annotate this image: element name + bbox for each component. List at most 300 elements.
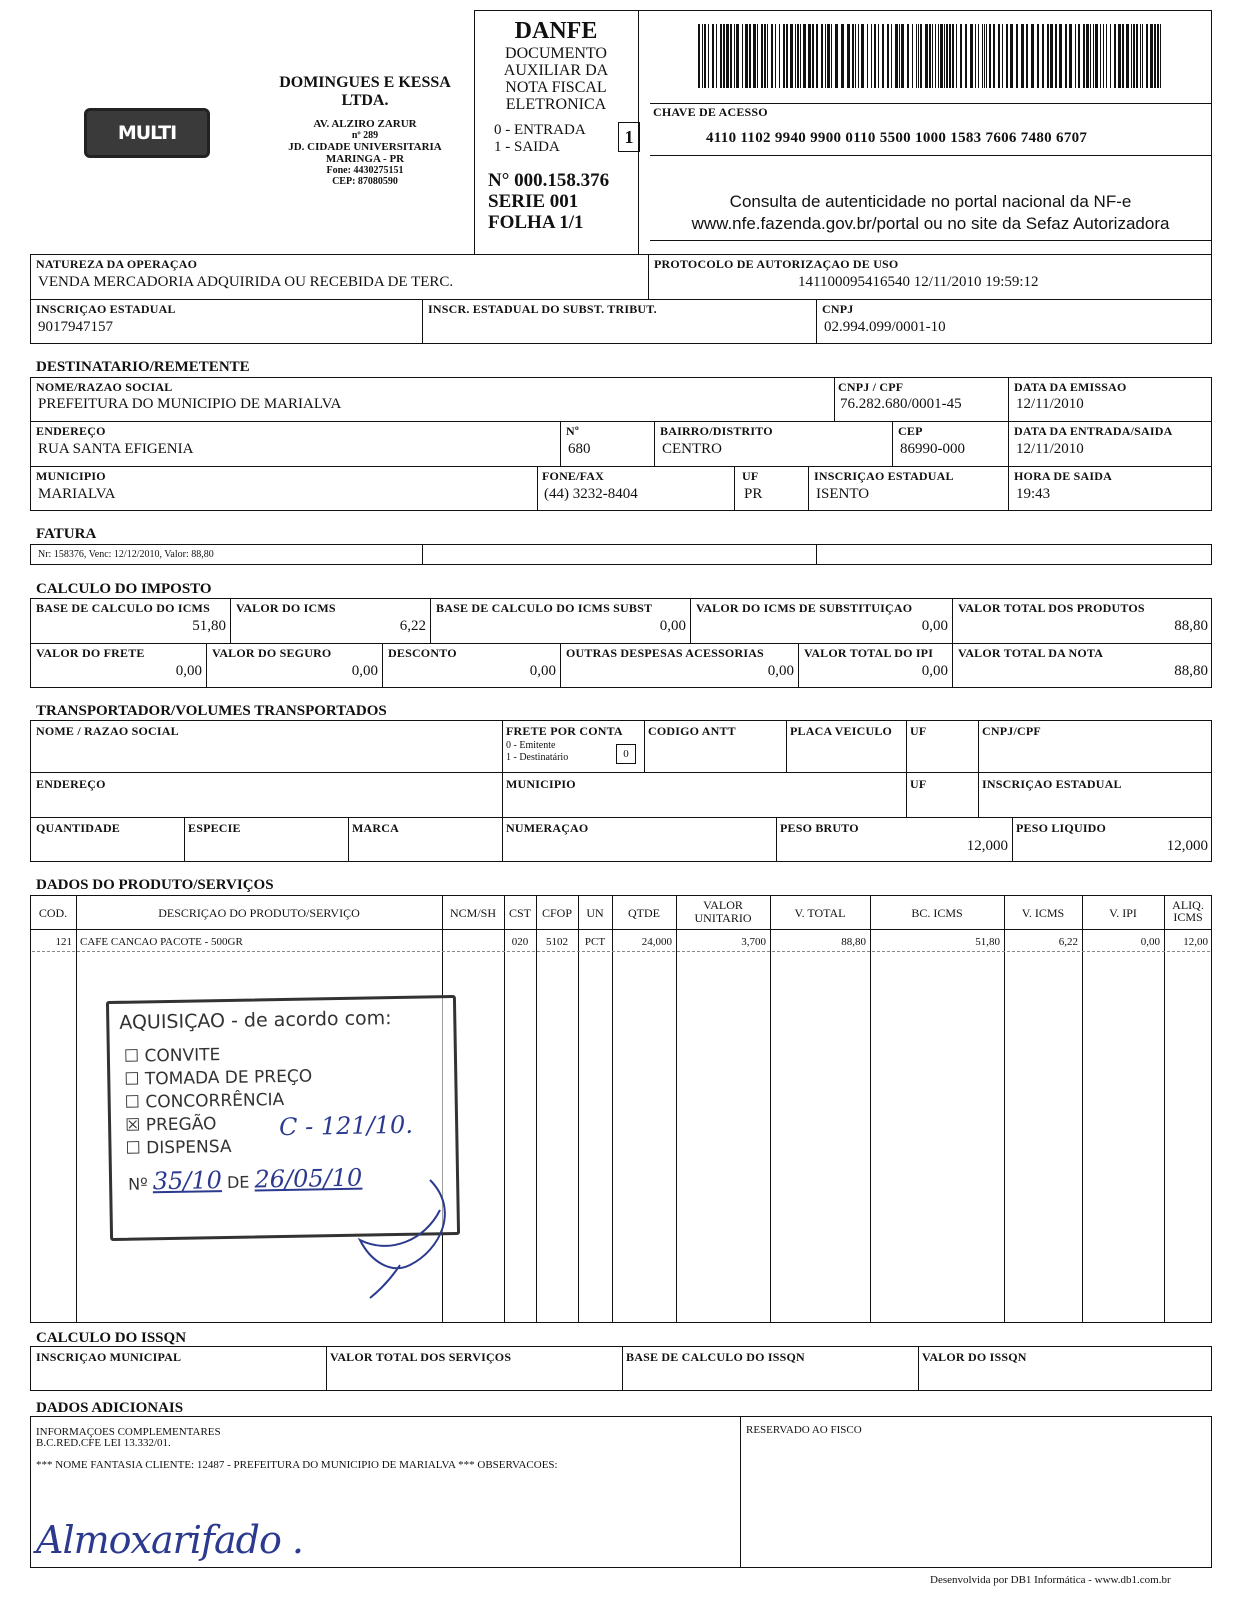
stamp-opt-convite-label: CONVITE (144, 1045, 221, 1067)
barcode-bar (1078, 24, 1080, 88)
barcode-bar (767, 24, 768, 88)
emitente-numero: nº 289 (351, 130, 379, 141)
imp-v1 (230, 598, 231, 643)
emitente-endereco: AV. ALZIRO ZARUR (313, 118, 417, 130)
barcode-bar (899, 24, 900, 88)
top-border (474, 10, 1211, 11)
ipi: 0,00 (921, 663, 948, 679)
barcode-bar (1006, 24, 1008, 88)
row-dashed-line (32, 951, 1210, 952)
stamp-opt-pregao: ☒ PREGÃO (124, 1114, 217, 1136)
dest-endereco-label: ENDEREÇO (36, 424, 106, 438)
barcode-bar (871, 24, 872, 88)
barcode-bar (925, 24, 928, 88)
th-bcicms: BC. ICMS (911, 906, 963, 920)
barcode-bar (1110, 24, 1111, 88)
issqn-title: CALCULO DO ISSQN (36, 1330, 187, 1346)
tr-especie-label: ESPECIE (188, 821, 241, 835)
barcode-bar (1136, 24, 1138, 88)
emitente-nome2: LTDA. (341, 92, 389, 109)
barcode-bar (993, 24, 995, 88)
dest-bairro: CENTRO (662, 441, 722, 457)
dest-line1 (30, 421, 1212, 422)
dest-fone: (44) 3232-8404 (544, 486, 638, 502)
th-cst: CST (508, 906, 531, 920)
danfe-title: DANFE (514, 18, 598, 44)
dest-municipio-label: MUNICIPIO (36, 469, 106, 483)
th-vunit1: VALOR (703, 898, 743, 912)
tr-uf-label: UF (910, 724, 927, 738)
imp-v3 (690, 598, 691, 643)
v-prod: 88,80 (1174, 618, 1208, 634)
barcode-bar (852, 24, 854, 88)
operacao-mid-line (30, 299, 1212, 300)
item-cfop: 5102 (546, 936, 568, 948)
barcode-bar (1118, 24, 1121, 88)
tr-cnpj-label: CNPJ/CPF (982, 724, 1041, 738)
barcode-bar (761, 24, 763, 88)
tr-v6 (184, 817, 185, 862)
stamp-opt-tomada: ☐ TOMADA DE PREÇO (124, 1066, 313, 1090)
cnpj-label: CNPJ (822, 302, 854, 316)
th-vicms: V. ICMS (1021, 906, 1065, 920)
emitente-block (270, 74, 460, 187)
company-logo (84, 108, 210, 188)
dest-v3 (560, 421, 561, 466)
dest-v6 (537, 466, 538, 511)
barcode-bar (723, 24, 725, 88)
barcode-bar (831, 24, 832, 88)
tr-v3 (786, 720, 787, 772)
barcode-bar (1059, 24, 1062, 88)
dest-uf-label: UF (742, 469, 759, 483)
item-qtde: 24,000 (641, 936, 672, 948)
dest-hora: 19:43 (1016, 486, 1051, 502)
tr-h1 (30, 772, 1212, 773)
dest-cnpj-label: CNPJ / CPF (838, 380, 904, 394)
imp-v7 (560, 643, 561, 688)
barcode-bar (753, 24, 756, 88)
tr-frete-op0: 0 - Emitente (506, 740, 556, 751)
tr-ie-label: INSCRIÇAO ESTADUAL (982, 777, 1122, 791)
prod-v-ncm (504, 895, 505, 1323)
barcode-bar (847, 24, 850, 88)
rodape: Desenvolvida por DB1 Informática - www.db1.com.br (930, 1574, 1171, 1586)
danfe-title-block (480, 18, 632, 113)
chave-top-line (650, 103, 1211, 104)
ie-label: INSCRIÇAO ESTADUAL (36, 302, 176, 316)
transporte-title: TRANSPORTADOR/VOLUMES TRANSPORTADOS (36, 703, 387, 719)
barcode-bar (808, 24, 811, 88)
issqn-v-label: VALOR DO ISSQN (922, 1350, 1027, 1364)
barcode-bar (795, 24, 796, 88)
barcode-bar (907, 24, 909, 88)
barcode-bar (858, 24, 859, 88)
barcode-bar (1157, 24, 1159, 88)
barcode-bar (887, 24, 889, 88)
barcode-bar (1114, 24, 1116, 88)
right-border-top (1211, 10, 1212, 254)
barcode-bar (1086, 24, 1089, 88)
imposto-title: CALCULO DO IMPOSTO (36, 581, 212, 597)
barcode-bar (1142, 24, 1143, 88)
tr-v9 (1012, 817, 1013, 862)
dest-emissao-label: DATA DA EMISSAO (1014, 380, 1127, 394)
desconto-label: DESCONTO (388, 646, 457, 660)
tr-v5 (978, 720, 979, 817)
dest-v2 (1008, 377, 1009, 511)
barcode-bar (821, 24, 823, 88)
fatura-texto: Nr: 158376, Venc: 12/12/2010, Valor: 88,80 (38, 549, 214, 560)
adicionais-v1 (740, 1416, 741, 1568)
bc-icms: 51,80 (192, 618, 226, 634)
barcode-bar (702, 24, 703, 88)
dest-emissao: 12/11/2010 (1016, 396, 1084, 412)
issqn-box (30, 1346, 1212, 1391)
tr-frete-box (616, 744, 636, 764)
barcode-bar (982, 24, 983, 88)
assinatura-almoxarifado: Almoxarifado . (36, 1518, 303, 1562)
dest-nome-label: NOME/RAZAO SOCIAL (36, 380, 173, 394)
barcode-bar (891, 24, 892, 88)
barcode-bar (835, 24, 838, 88)
barcode-bar (946, 24, 948, 88)
barcode-bar (1075, 24, 1076, 88)
barcode-bar (803, 24, 806, 88)
barcode-bar (918, 24, 919, 88)
operacao-div1 (648, 254, 649, 299)
item-cst: 020 (511, 936, 529, 948)
stamp-opt-tomada-label: TOMADA DE PREÇO (144, 1066, 313, 1090)
ipi-label: VALOR TOTAL DO IPI (804, 646, 934, 660)
dest-bairro-label: BAIRRO/DISTRITO (660, 424, 773, 438)
item-desc: CAFE CANCAO PACOTE - 500GR (80, 936, 243, 948)
stamp-opt-pregao-label: PREGÃO (145, 1114, 217, 1136)
info-linha1: B.C.RED.CFE LEI 13.332/01. (36, 1437, 171, 1449)
emitente-nome: DOMINGUES E KESSA (279, 74, 451, 91)
stamp-opt-concorrencia-label: CONCORRÊNCIA (145, 1089, 285, 1113)
prod-v-cst (536, 895, 537, 1323)
stamp-opt-concorrencia: ☐ CONCORRÊNCIA (124, 1089, 285, 1113)
dest-v5 (892, 421, 893, 466)
dest-ie: ISENTO (816, 486, 870, 502)
tr-placa-label: PLACA VEICULO (790, 724, 893, 738)
emitente-bairro: JD. CIDADE UNIVERSITARIA (288, 141, 442, 153)
adicionais-title: DADOS ADICIONAIS (36, 1400, 184, 1416)
barcode-bar (786, 24, 788, 88)
outras-label: OUTRAS DESPESAS ACESSORIAS (566, 646, 764, 660)
destinatario-title: DESTINATARIO/REMETENTE (36, 359, 250, 375)
barcode-bar (1010, 24, 1013, 88)
dest-fone-label: FONE/FAX (542, 469, 605, 483)
barcode-bar (944, 24, 945, 88)
stamp-data: 26/05/10 (254, 1163, 363, 1194)
dest-v4 (654, 421, 655, 466)
danfe-sub3: NOTA FISCAL (505, 79, 607, 96)
dest-line2 (30, 466, 1212, 467)
signature-scribble (330, 1170, 470, 1310)
chave-label: CHAVE DE ACESSO (653, 105, 768, 119)
natureza-label: NATUREZA DA OPERAÇAO (36, 257, 198, 271)
cnpj-valor: 02.994.099/0001-10 (824, 319, 946, 335)
dest-municipio: MARIALVA (38, 486, 116, 502)
barcode-bar (1103, 24, 1104, 88)
barcode-bar (720, 24, 722, 88)
imp-v5 (206, 643, 207, 688)
item-vicms: 6,22 (1058, 936, 1078, 948)
issqn-v3 (918, 1346, 919, 1391)
barcode-bar (1055, 24, 1057, 88)
barcode-bar (956, 24, 957, 88)
barcode-bar (1090, 24, 1091, 88)
barcode-bar (698, 24, 700, 88)
danfe-tipo-box (618, 122, 640, 152)
barcode-bar (757, 24, 758, 88)
dest-endereco: RUA SANTA EFIGENIA (38, 441, 194, 457)
barcode-bar (783, 24, 785, 88)
danfe-sub2: AUXILIAR DA (503, 62, 609, 79)
info-label: INFORMAÇOES COMPLEMENTARES (36, 1426, 221, 1438)
th-cfop: CFOP (541, 906, 573, 920)
barcode-bar (861, 24, 864, 88)
tr-peso-bruto: 12,000 (966, 838, 1008, 854)
barcode-bar (716, 24, 717, 88)
barcode-bar (878, 24, 879, 88)
barcode-bar (998, 24, 1000, 88)
th-ncm: NCM/SH (449, 906, 496, 920)
barcode-bar (935, 24, 936, 88)
barcode-bar (730, 24, 732, 88)
natureza-valor: VENDA MERCADORIA ADQUIRIDA OU RECEBIDA DE TERC. (38, 274, 454, 290)
barcode-bar (1047, 24, 1049, 88)
tr-v4 (906, 720, 907, 817)
dest-hora-label: HORA DE SAIDA (1014, 469, 1112, 483)
item-vunit: 3,700 (741, 936, 766, 948)
barcode-bar (901, 24, 904, 88)
barcode-bar (1021, 24, 1024, 88)
prod-v-vipi (1164, 895, 1165, 1323)
tr-endereco-label: ENDEREÇO (36, 777, 106, 791)
barcode-bar (989, 24, 991, 88)
th-qtde: QTDE (628, 906, 660, 920)
prod-v-un (612, 895, 613, 1323)
bc-icms-label: BASE DE CALCULO DO ICMS (36, 601, 210, 615)
v-st: 0,00 (921, 618, 948, 634)
dest-cnpj: 76.282.680/0001-45 (840, 396, 962, 412)
barcode-bar (1154, 24, 1156, 88)
barcode-bar (812, 24, 814, 88)
produtos-title: DADOS DO PRODUTO/SERVIÇOS (36, 877, 274, 893)
barcode-bar (704, 24, 706, 88)
seguro-label: VALOR DO SEGURO (212, 646, 332, 660)
barcode-bar (1093, 24, 1094, 88)
emitente-fone: Fone: 4430275151 (326, 165, 404, 176)
barcode-bar (882, 24, 884, 88)
tr-uf2-label: UF (910, 777, 927, 791)
desconto: 0,00 (529, 663, 556, 679)
nota: 88,80 (1174, 663, 1208, 679)
barcode-bar (1100, 24, 1101, 88)
barcode-bar (1160, 24, 1161, 88)
stamp-numero: 35/10 (152, 1166, 223, 1196)
barcode-bar (986, 24, 987, 88)
operacao-div2 (422, 299, 423, 344)
barcode-bar (841, 24, 844, 88)
stamp-title: AQUISIÇAO - de acordo com: (119, 1007, 392, 1034)
barcode-bar (1026, 24, 1028, 88)
barcode-bar (1002, 24, 1003, 88)
barcode-bar (895, 24, 898, 88)
tr-qtd-label: QUANTIDADE (36, 821, 121, 835)
tr-v1 (502, 720, 503, 862)
barcode-bar (975, 24, 976, 88)
v-icms-label: VALOR DO ICMS (236, 601, 336, 615)
ie-valor: 9017947157 (38, 319, 113, 335)
dest-ie-label: INSCRIÇAO ESTADUAL (814, 469, 954, 483)
barcode-bar (771, 24, 773, 88)
info-linha2: *** NOME FANTASIA CLIENTE: 12487 - PREFEITURA DO MUNICIPIO DE MARIALVA *** OBSERVACOES: (36, 1459, 558, 1471)
v-prod-label: VALOR TOTAL DOS PRODUTOS (958, 601, 1145, 615)
prod-v-vtotal (870, 895, 871, 1323)
barcode-bar (775, 24, 776, 88)
item-vtotal: 88,80 (841, 936, 866, 948)
barcode-bar (749, 24, 751, 88)
barcode-bar (970, 24, 973, 88)
barcode-bar (742, 24, 743, 88)
consulta-linha2: www.nfe.fazenda.gov.br/portal ou no site da Sefaz Autorizadora (691, 214, 1170, 233)
tr-v7 (348, 817, 349, 862)
fatura-title: FATURA (36, 526, 97, 542)
barcode-bar (940, 24, 943, 88)
barcode-bar (1140, 24, 1141, 88)
th-vtotal: V. TOTAL (794, 906, 846, 920)
barcode-bar (1131, 24, 1132, 88)
barcode-bar (827, 24, 830, 88)
nota-label: VALOR TOTAL DA NOTA (958, 646, 1104, 660)
bc-st: 0,00 (659, 618, 686, 634)
ie-st-label: INSCR. ESTADUAL DO SUBST. TRIBUT. (428, 302, 657, 316)
dest-nome: PREFEITURA DO MUNICIPIO DE MARIALVA (38, 396, 342, 412)
barcode (698, 24, 1166, 88)
barcode-bar (1031, 24, 1034, 88)
divider-danfe-left (474, 10, 475, 254)
th-vipi: V. IPI (1109, 906, 1137, 920)
tr-numeracao-label: NUMERAÇAO (506, 821, 589, 835)
tr-frete-label: FRETE POR CONTA (506, 724, 623, 738)
th-aliq2: ICMS (1173, 910, 1203, 924)
barcode-bar (949, 24, 951, 88)
emitente-cidade: MARINGA - PR (325, 153, 405, 165)
imp-v8 (798, 643, 799, 688)
barcode-bar (965, 24, 967, 88)
barcode-bar (745, 24, 748, 88)
barcode-bar (1133, 24, 1135, 88)
th-cod: COD. (38, 906, 68, 920)
tr-frete-op1: 1 - Destinatário (506, 752, 569, 763)
stamp-processo: C - 121/10. (278, 1110, 414, 1142)
dest-numero: 680 (568, 441, 591, 457)
barcode-bar (932, 24, 933, 88)
dest-cep: 86990-000 (900, 441, 965, 457)
prod-v-qtde (676, 895, 677, 1323)
tr-nome-label: NOME / RAZAO SOCIAL (36, 724, 179, 738)
barcode-bar (1122, 24, 1124, 88)
barcode-bar (1050, 24, 1053, 88)
barcode-bar (929, 24, 931, 88)
tr-marca-label: MARCA (352, 821, 399, 835)
item-vipi: 0,00 (1140, 936, 1160, 948)
barcode-bar (825, 24, 826, 88)
barcode-bar (867, 24, 868, 88)
dest-cep-label: CEP (898, 424, 923, 438)
tr-v8 (776, 817, 777, 862)
barcode-bar (712, 24, 714, 88)
stamp-opt-dispensa-label: DISPENSA (145, 1136, 232, 1159)
barcode-bar (920, 24, 922, 88)
barcode-bar (1042, 24, 1044, 88)
barcode-bar (855, 24, 856, 88)
barcode-bar (790, 24, 793, 88)
barcode-bar (938, 24, 939, 88)
imp-v4 (952, 598, 953, 688)
outras: 0,00 (767, 663, 794, 679)
frete: 0,00 (175, 663, 202, 679)
protocolo-valor: 141100095416540 12/11/2010 19:59:12 (798, 274, 1039, 290)
danfe-serie: SERIE 001 (488, 191, 579, 212)
prod-header-line (30, 929, 1212, 930)
barcode-bar (734, 24, 735, 88)
barcode-bar (978, 24, 979, 88)
barcode-bar (916, 24, 917, 88)
th-vunit2: UNITARIO (694, 911, 752, 925)
prod-v-bcicms (1004, 895, 1005, 1323)
logo-text: MULTI FRIOS (117, 122, 177, 188)
barcode-bar (800, 24, 801, 88)
barcode-bar (736, 24, 739, 88)
barcode-bar (1106, 24, 1107, 88)
imposto-mid (30, 643, 1212, 644)
imp-v2 (430, 598, 431, 643)
issqn-bc-label: BASE DE CALCULO DO ISSQN (626, 1350, 805, 1364)
barcode-bar (726, 24, 729, 88)
prod-v-cfop (578, 895, 579, 1323)
barcode-bar (1065, 24, 1067, 88)
barcode-bar (1095, 24, 1098, 88)
barcode-bar (797, 24, 799, 88)
issqn-vserv-label: VALOR TOTAL DOS SERVIÇOS (330, 1350, 512, 1364)
barcode-bar (874, 24, 876, 88)
stamp-numero-prefix: Nº (127, 1174, 148, 1194)
item-un: PCT (584, 936, 606, 948)
th-un: UN (586, 906, 604, 920)
barcode-bar (1083, 24, 1085, 88)
seguro: 0,00 (351, 663, 378, 679)
frete-label: VALOR DO FRETE (36, 646, 145, 660)
tr-peso-bruto-label: PESO BRUTO (780, 821, 859, 835)
item-aliq: 12,00 (1183, 936, 1208, 948)
tr-peso-liquido-label: PESO LIQUIDO (1016, 821, 1107, 835)
dest-numero-label: Nº (566, 424, 580, 438)
bc-st-label: BASE DE CALCULO DO ICMS SUBST (436, 601, 653, 615)
operacao-div3 (816, 299, 817, 344)
barcode-bar (960, 24, 962, 88)
barcode-bar (1037, 24, 1039, 88)
imp-v6 (382, 643, 383, 688)
v-icms: 6,22 (399, 618, 426, 634)
barcode-bar (1069, 24, 1072, 88)
barcode-bar (1150, 24, 1153, 88)
barcode-bar (816, 24, 818, 88)
